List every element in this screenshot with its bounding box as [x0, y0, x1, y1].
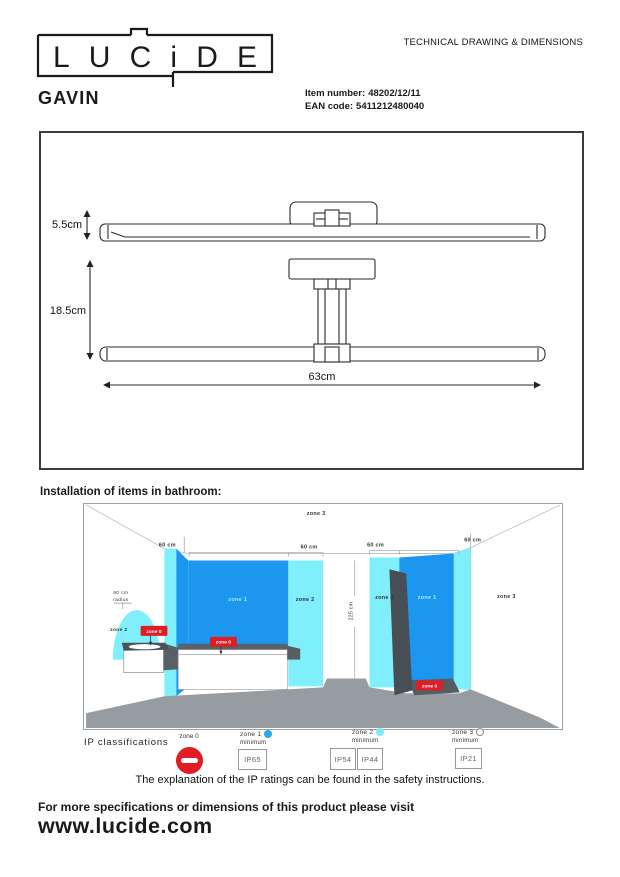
item-number-row	[302, 87, 424, 100]
bathroom-heading: Installation of items in bathroom:	[40, 486, 222, 498]
ean-label: EAN code:	[305, 101, 354, 112]
ean-value: 5411212480040	[356, 101, 425, 112]
logo-top-tab	[131, 29, 147, 35]
website-url: www.lucide.com	[38, 814, 213, 838]
item-number-label: Item number:	[305, 88, 366, 99]
zone3-dot-icon	[476, 728, 484, 736]
ip-zone1-group	[240, 730, 272, 738]
technical-drawing-box	[39, 131, 584, 470]
dim60-corner-left: 60 cm	[158, 542, 176, 549]
bathtub	[178, 655, 287, 690]
radius-label-2: radius	[113, 598, 129, 604]
logo-text: LUCiDE	[53, 41, 257, 74]
bathroom-scene	[84, 504, 562, 729]
wall-plate	[289, 259, 375, 279]
zone1-wall-left	[188, 560, 288, 652]
product-name: GAVIN	[38, 88, 100, 108]
ip65-box: IP65	[238, 749, 267, 770]
zone1-left-label: zone 1	[228, 597, 248, 604]
zone2-strip-right	[454, 548, 471, 691]
fixture-top-view	[100, 202, 545, 241]
zone0-badge-tub-text: zone 0	[215, 640, 232, 646]
washbasin	[124, 649, 164, 673]
ip-classifications-title: IP classifications	[84, 737, 169, 748]
fixture-drawing	[41, 133, 582, 468]
ip44-box: IP44	[357, 748, 383, 770]
zone2-strip-left	[164, 549, 176, 697]
dim60-shower: 60 cm	[367, 542, 384, 549]
dim60-tub: 60 cm	[300, 544, 318, 551]
ip-zone2-minimum: minimum	[352, 738, 379, 744]
bathtub-group	[178, 644, 300, 690]
dim-height-label: 5.5cm	[52, 219, 82, 231]
footer-line: For more specifications or dimensions of this product please visit	[38, 800, 415, 814]
zone2-wall-left	[288, 560, 323, 686]
zone0-badge-basin-text: zone 0	[146, 629, 162, 635]
ip-zone2-group	[352, 728, 384, 736]
fixture-front-view	[100, 259, 545, 362]
ceiling-zone3-label: zone 3	[306, 510, 326, 517]
ip-zone3-group	[452, 728, 484, 736]
dim225-label: 225 cm	[348, 601, 355, 621]
zone2-right-label: zone 2	[375, 595, 394, 602]
item-number-value: 48202/12/11	[368, 88, 421, 99]
zone1-right-label: zone 1	[417, 595, 437, 602]
dim-drop-label: 18.5cm	[49, 305, 86, 317]
ip-zone1-minimum: minimum	[240, 740, 267, 746]
zone2-basin-label: zone 2	[110, 627, 128, 633]
no-entry-icon	[176, 747, 203, 774]
ean-row	[302, 100, 424, 113]
lucide-logo	[36, 27, 276, 89]
radius-label-1: 60 cm	[113, 591, 129, 597]
ip-zone3-label: zone 3	[452, 728, 474, 736]
zone2-dot-icon	[376, 728, 384, 736]
no-entry-bar	[181, 758, 198, 763]
ip21-box: IP21	[455, 748, 482, 769]
item-block	[302, 87, 424, 113]
tagline: TECHNICAL DRAWING & DIMENSIONS	[403, 37, 583, 48]
ip-zone3-minimum: minimum	[452, 738, 479, 744]
zone0-badge-shower-text: zone 0	[421, 684, 438, 690]
zone1-dot-icon	[264, 730, 272, 738]
zone3-wall-label: zone 3	[497, 594, 516, 601]
ip-zone1-label: zone 1	[240, 730, 262, 738]
ip-note: The explanation of the IP ratings can be found in the safety instructions.	[135, 774, 485, 786]
ip-zone2-label: zone 2	[352, 728, 374, 736]
dim60-corner-right: 60 cm	[464, 537, 482, 544]
ip54-box: IP54	[330, 748, 356, 770]
shower-zone-walls	[370, 548, 471, 691]
ip-zone0-label: zone 0	[179, 733, 199, 740]
bathroom-diagram-box	[83, 503, 563, 730]
dim-width-label: 63cm	[308, 371, 336, 383]
zone2-left-label: zone 2	[295, 597, 315, 604]
